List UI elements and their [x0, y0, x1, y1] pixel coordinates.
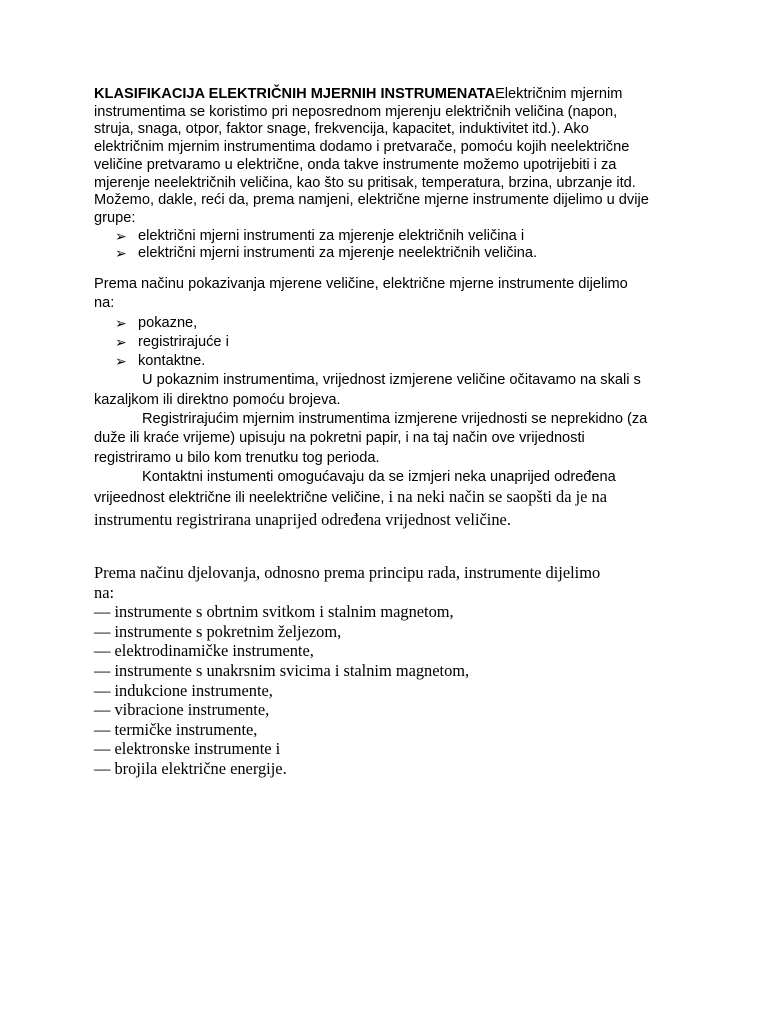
paragraph-line: duže ili kraće vrijeme) upisuju na pokretni papir, i na taj način ove vrijednosti — [94, 430, 585, 447]
paragraph-line: instrumentu registrirana unaprijed određena vrijednost veličine. — [94, 509, 511, 529]
paragraph-line: Kontaktni instumenti omogućavaju da se izmjeri neka unaprijed određena — [142, 468, 616, 485]
arrowhead-bullet-icon: ➢ — [115, 314, 127, 331]
list-item-text: registrirajuće i — [138, 333, 229, 350]
intro-line: mjerenje neelektričnih veličina, kao što su pritisak, temperatura, brzina, ubrzanje itd. — [94, 174, 636, 191]
list-item: — vibracione instrumente, — [94, 700, 270, 720]
paragraph-line — [94, 487, 694, 508]
list-item-text: električni mjerni instrumenti za mjerenje električnih veličina i — [138, 227, 525, 244]
paragraph-text-sans: vrijeednost električne ili neelektrične veličine, — [94, 490, 385, 507]
intro-line: Možemo, dakle, reći da, prema namjeni, električne mjerne instrumente dijelimo u dvije — [94, 192, 649, 209]
list-item: — elektronske instrumente i — [94, 739, 281, 759]
paragraph-line: registriramo u bilo kom trenutku tog perioda. — [94, 449, 380, 466]
arrowhead-bullet-icon: ➢ — [115, 333, 127, 350]
intro-first-line — [94, 86, 694, 104]
list-item — [94, 245, 694, 263]
list-item-text: kontaktne. — [138, 353, 206, 370]
list-item — [94, 333, 694, 352]
list-item: — instrumente s pokretnim željezom, — [94, 621, 342, 641]
list-item: — termičke instrumente, — [94, 719, 258, 739]
paragraph-line: Registrirajućim mjernim instrumentima izmjerene vrijednosti se neprekidno (za — [142, 411, 648, 428]
arrowhead-bullet-icon: ➢ — [115, 245, 127, 262]
list-item: — instrumente s obrtnim svitkom i stalnim magnetom, — [94, 602, 454, 622]
intro-paragraph — [94, 86, 694, 263]
principle-classification — [94, 563, 694, 779]
list-item-text: električni mjerni instrumenti za mjerenje neelektričnih veličina. — [138, 245, 538, 262]
intro-line: električnim mjernim instrumentima dodamo i pretvarače, pomoću kojih neelektrične — [94, 139, 630, 156]
list-item: — instrumente s unakrsnim svicima i stalnim magnetom, — [94, 660, 470, 680]
intro-line: struja, snaga, otpor, faktor snage, frekvencija, kapacitet, induktivitet itd.). Ako — [94, 121, 589, 138]
intro-line: grupe: — [94, 209, 136, 226]
list-item — [94, 352, 694, 371]
list-item: — indukcione instrumente, — [94, 680, 273, 700]
intro-line: veličine pretvaramo u električne, onda takve instrumente možemo upotrijebiti i za — [94, 156, 617, 173]
paragraph-text-serif: i na neki način se saopšti da je na — [384, 487, 607, 507]
paragraph-line: U pokaznim instrumentima, vrijednost izmjerene veličine očitavamo na skali s — [142, 372, 641, 389]
intro-text: Električnim mjernim — [495, 86, 623, 102]
list-item: — elektrodinamičke instrumente, — [94, 641, 314, 661]
arrowhead-bullet-icon: ➢ — [115, 227, 127, 244]
intro-line: instrumentima se koristimo pri neposrednom mjerenju električnih veličina (napon, — [94, 103, 618, 120]
list-item-text: pokazne, — [138, 314, 198, 331]
section-line: na: — [94, 582, 115, 602]
list-item — [94, 314, 694, 333]
section-line: Prema načinu pokazivanja mjerene veličine, električne mjerne instrumente dijelimo — [94, 276, 628, 292]
display-classification — [94, 275, 694, 531]
list-item: — brojila električne energije. — [94, 758, 287, 778]
arrowhead-bullet-icon: ➢ — [115, 353, 127, 370]
section-line: na: — [94, 295, 115, 312]
paragraph-line: kazaljkom ili direktno pomoću brojeva. — [94, 391, 341, 408]
list-item — [94, 228, 694, 246]
section-line: Prema načinu djelovanja, odnosno prema principu rada, instrumente dijelimo — [94, 563, 601, 582]
document-title: KLASIFIKACIJA ELEKTRIČNIH MJERNIH INSTRUMENATA — [94, 86, 496, 102]
